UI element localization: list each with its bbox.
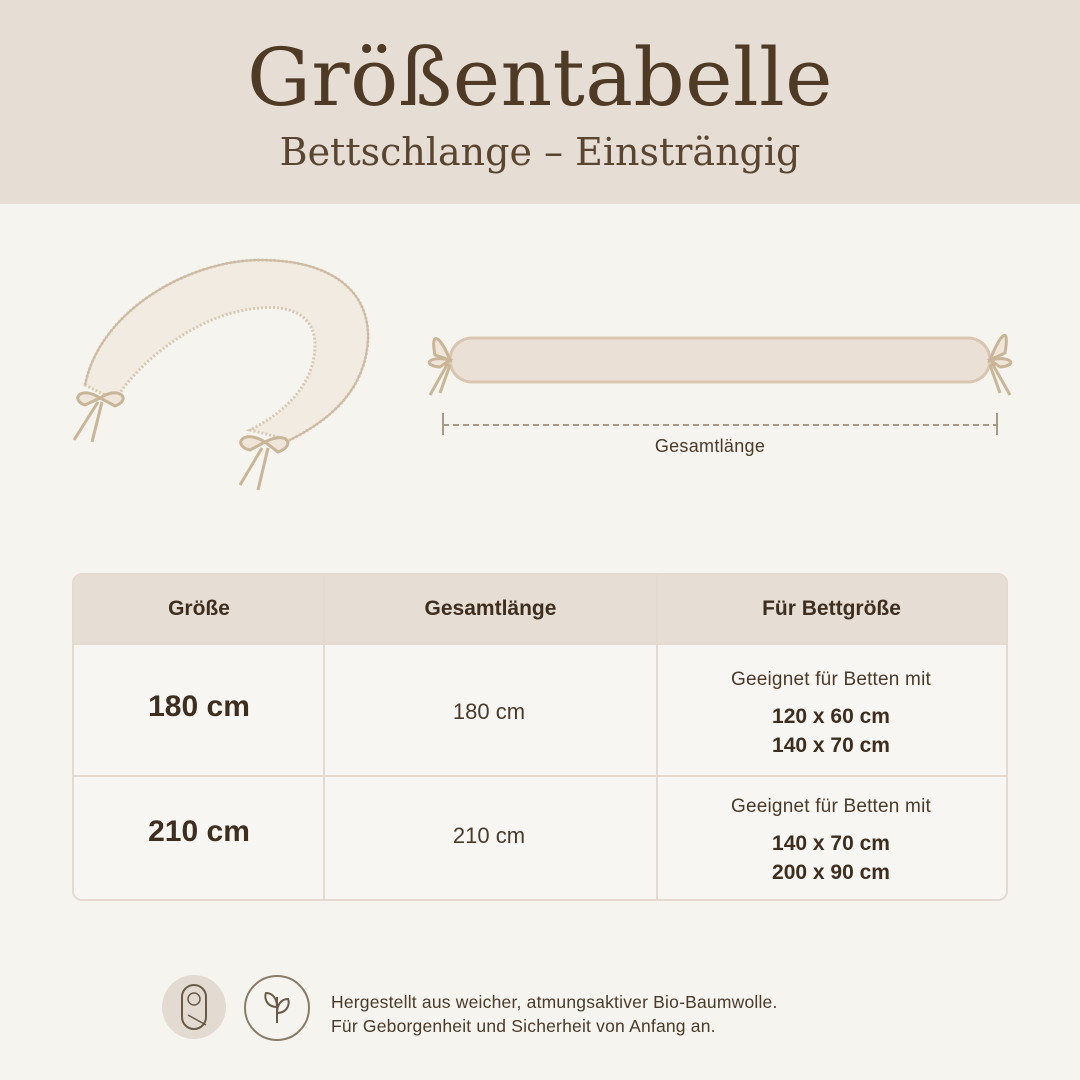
row2-fit-size-2: 200 x 90 cm <box>772 861 890 884</box>
header-band <box>0 0 1080 204</box>
left-end-bow-icon <box>429 339 450 395</box>
row2-length: 210 cm <box>452 823 526 848</box>
row1-fit-size-2: 140 x 70 cm <box>772 734 890 757</box>
column-divider <box>323 575 325 899</box>
footer-text <box>331 990 1031 1038</box>
left-bow-icon <box>74 393 123 442</box>
row2-size: 210 cm <box>148 815 250 848</box>
page-subtitle: Bettschlange – Einsträngig <box>279 130 801 174</box>
header-bed-size: Für Bettgröße <box>762 597 901 620</box>
right-end-bow-icon <box>990 335 1011 395</box>
row-divider <box>74 643 1006 645</box>
row2-fit-intro: Geeignet für Betten mit <box>731 796 931 817</box>
row2-fit-size-1: 140 x 70 cm <box>772 832 890 855</box>
page-title: Größentabelle <box>246 31 834 124</box>
header-size: Größe <box>168 597 230 620</box>
size-table <box>72 573 1008 901</box>
row1-fit-size-1: 120 x 60 cm <box>772 705 890 728</box>
footer-line-1: Hergestellt aus weicher, atmungsaktiver Bio-Baumwolle. <box>331 992 778 1012</box>
row1-length: 180 cm <box>452 699 526 724</box>
row1-size: 180 cm <box>148 690 250 723</box>
oeko-label-icon <box>162 975 226 1039</box>
header-length: Gesamtlänge <box>424 597 557 620</box>
row-divider <box>74 775 1006 777</box>
leaf-icon <box>244 975 310 1041</box>
length-dimension-line <box>443 413 997 435</box>
straight-pillow-illustration <box>415 315 1025 440</box>
u-shape-pillow-illustration <box>60 250 380 500</box>
right-bow-icon <box>240 437 288 490</box>
length-label: Gesamtlänge <box>654 436 766 456</box>
row1-fit-intro: Geeignet für Betten mit <box>731 669 931 690</box>
footer-line-2: Für Geborgenheit und Sicherheit von Anfang an. <box>331 1016 716 1036</box>
